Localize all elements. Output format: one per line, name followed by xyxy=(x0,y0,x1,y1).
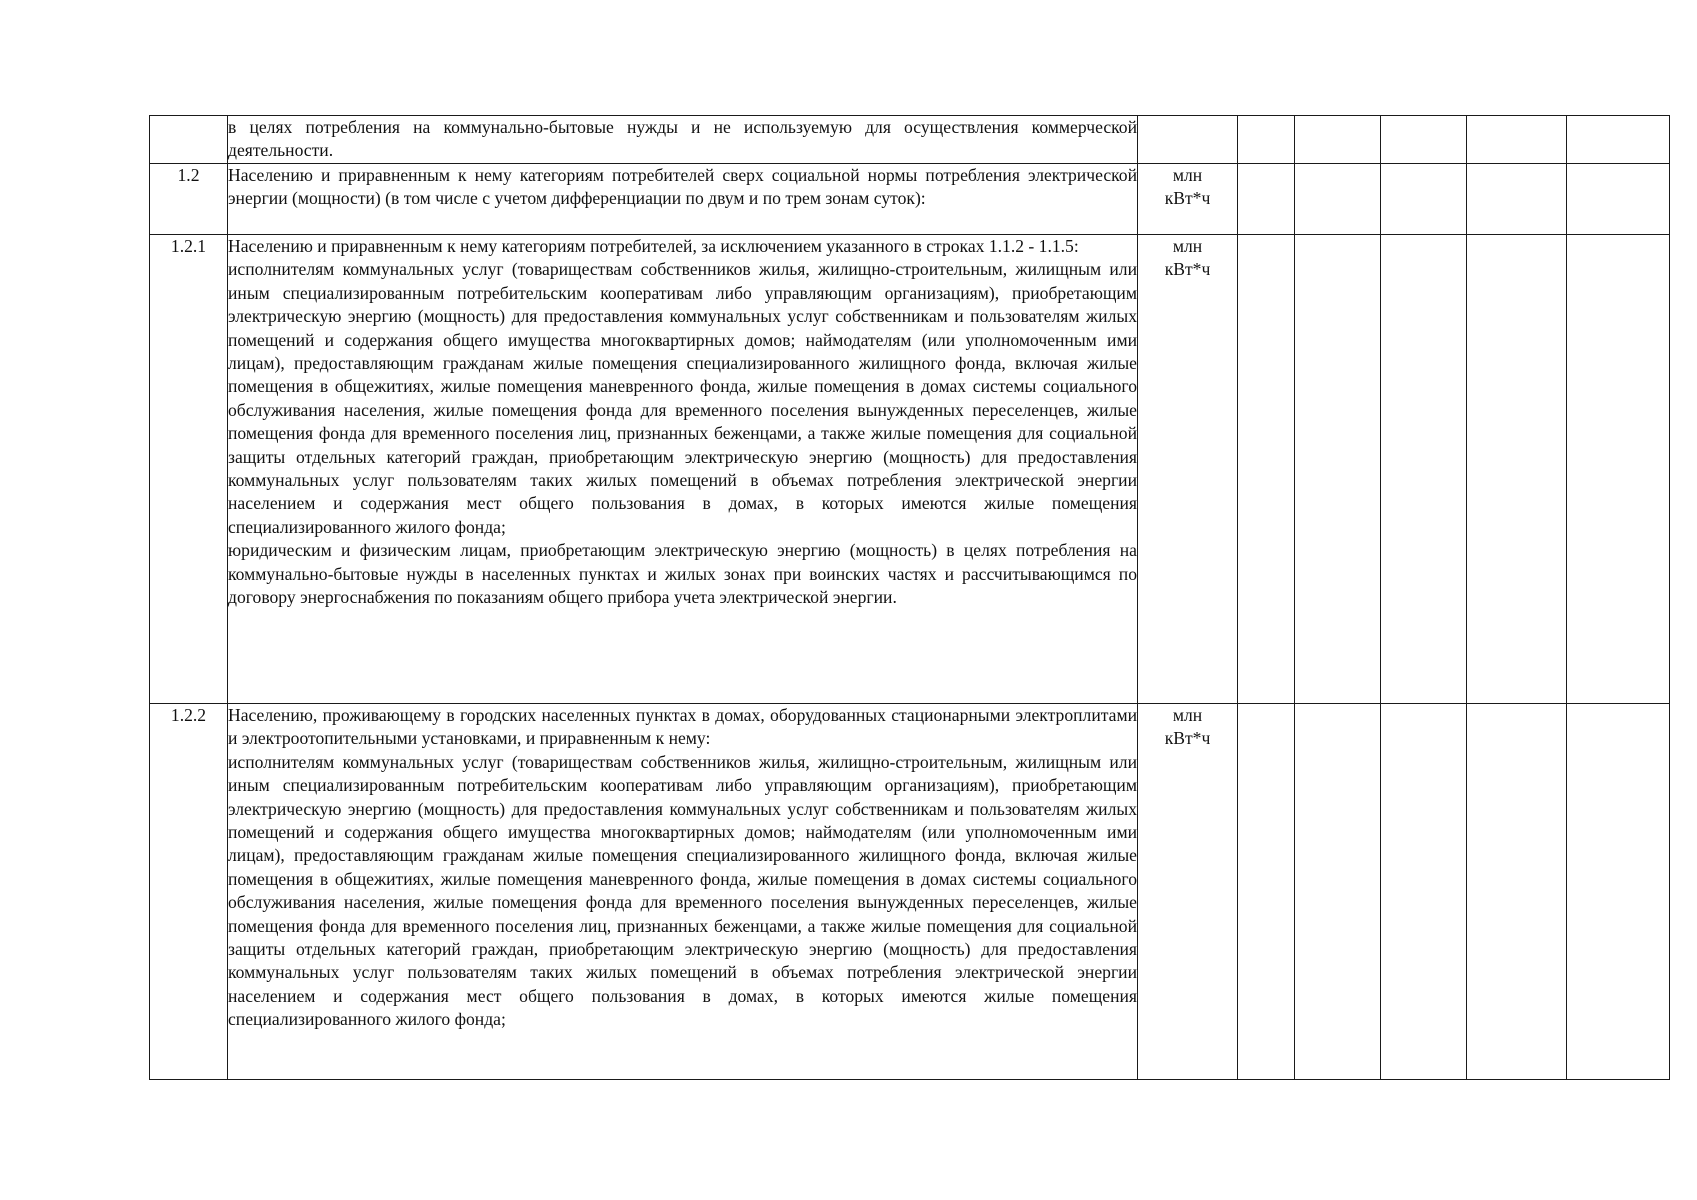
table-row xyxy=(150,235,1670,704)
value-cell xyxy=(1467,116,1567,164)
value-cell xyxy=(1467,704,1567,1080)
row-unit xyxy=(1138,164,1238,235)
value-cell xyxy=(1467,164,1567,235)
row-paragraph: Населению, проживающему в городских населенных пунктах в домах, оборудованных стационарными электроплитами и электроотопительными установками, и приравненным к нему: xyxy=(228,705,1137,749)
value-cell xyxy=(1238,164,1295,235)
table-body xyxy=(150,116,1670,1080)
unit-line: млн xyxy=(1172,165,1203,185)
row-number: 1.2.2 xyxy=(150,704,228,1080)
row-description xyxy=(228,116,1138,164)
tariff-volume-table xyxy=(149,115,1670,1080)
row-unit xyxy=(1138,116,1238,164)
table-row xyxy=(150,704,1670,1080)
value-cell xyxy=(1238,235,1295,704)
row-number: 1.2.1 xyxy=(150,235,228,704)
value-cell xyxy=(1381,164,1467,235)
unit-line: млн xyxy=(1172,705,1203,725)
value-cell xyxy=(1381,116,1467,164)
unit-line: млн xyxy=(1172,236,1203,256)
value-cell xyxy=(1295,235,1381,704)
row-unit xyxy=(1138,704,1238,1080)
row-description xyxy=(228,164,1138,235)
value-cell xyxy=(1238,116,1295,164)
row-description xyxy=(228,235,1138,704)
row-paragraph: в целях потребления на коммунально-бытовые нужды и не используемую для осуществления коммерческой деятельности. xyxy=(228,117,1137,161)
row-unit xyxy=(1138,235,1238,704)
value-cell xyxy=(1381,235,1467,704)
unit-line: кВт*ч xyxy=(1164,728,1211,749)
row-paragraph: Населению и приравненным к нему категориям потребителей сверх социальной нормы потребления электрической энергии (мощности) (в том числе с учетом дифференциации по двум и по трем зонам суток): xyxy=(228,165,1137,209)
row-paragraph: исполнителям коммунальных услуг (товариществам собственников жилья, жилищно-строительным, жилищным или иным специализированным потребительским кооперативам либо управляющим организациям), приобретающим электрическую энергию (мощность) для предоставления коммунальных услуг собственникам и пользователям жилых помещений и содержания общего имущества многоквартирных домов; наймодателям (или уполномоченным ими лицам), предоставляющим гражданам жилые помещения специализированного жилищного фонда, включая жилые помещения в общежитиях, жилые помещения маневренного фонда, жилые помещения в домах системы социального обслуживания населения, жилые помещения фонда для временного поселения вынужденных переселенцев, жилые помещения фонда для временного поселения лиц, признанных беженцами, а также жилые помещения для социальной защиты отдельных категорий граждан, приобретающим электрическую энергию (мощность) для предоставления коммунальных услуг пользователям таких жилых помещений в объемах потребления электрической энергии населением и содержания мест общего пользования в домах, в которых имеются жилые помещения специализированного жилого фонда; xyxy=(228,259,1137,537)
value-cell xyxy=(1381,704,1467,1080)
value-cell xyxy=(1238,704,1295,1080)
row-number: 1.2 xyxy=(150,164,228,235)
row-paragraph: исполнителям коммунальных услуг (товариществам собственников жилья, жилищно-строительным, жилищным или иным специализированным потребительским кооперативам либо управляющим организациям), приобретающим электрическую энергию (мощность) для предоставления коммунальных услуг собственникам и пользователям жилых помещений и содержания общего имущества многоквартирных домов; наймодателям (или уполномоченным ими лицам), предоставляющим гражданам жилые помещения специализированного жилищного фонда, включая жилые помещения в общежитиях, жилые помещения маневренного фонда, жилые помещения в домах системы социального обслуживания населения, жилые помещения фонда для временного поселения вынужденных переселенцев, жилые помещения фонда для временного поселения лиц, признанных беженцами, а также жилые помещения для социальной защиты отдельных категорий граждан, приобретающим электрическую энергию (мощность) для предоставления коммунальных услуг пользователям таких жилых помещений в объемах потребления электрической энергии населением и содержания мест общего пользования в домах, в которых имеются жилые помещения специализированного жилого фонда; xyxy=(228,751,1137,1030)
table-row xyxy=(150,164,1670,235)
row-description xyxy=(228,704,1138,1080)
unit-line: кВт*ч xyxy=(1164,188,1211,209)
row-paragraph: Населению и приравненным к нему категориям потребителей, за исключением указанного в строках 1.1.2 - 1.1.5: xyxy=(228,236,1079,256)
value-cell xyxy=(1567,116,1670,164)
value-cell xyxy=(1467,235,1567,704)
value-cell xyxy=(1295,704,1381,1080)
value-cell xyxy=(1567,235,1670,704)
value-cell xyxy=(1295,116,1381,164)
value-cell xyxy=(1295,164,1381,235)
row-paragraph: юридическим и физическим лицам, приобретающим электрическую энергию (мощность) в целях потребления на коммунально-бытовые нужды в населенных пунктах и жилых зонах при воинских частях и рассчитывающимся по договору энергоснабжения по показаниям общего прибора учета электрической энергии. xyxy=(228,540,1137,608)
value-cell xyxy=(1567,704,1670,1080)
row-number xyxy=(150,116,228,164)
unit-line: кВт*ч xyxy=(1164,259,1211,280)
value-cell xyxy=(1567,164,1670,235)
table-row xyxy=(150,116,1670,164)
